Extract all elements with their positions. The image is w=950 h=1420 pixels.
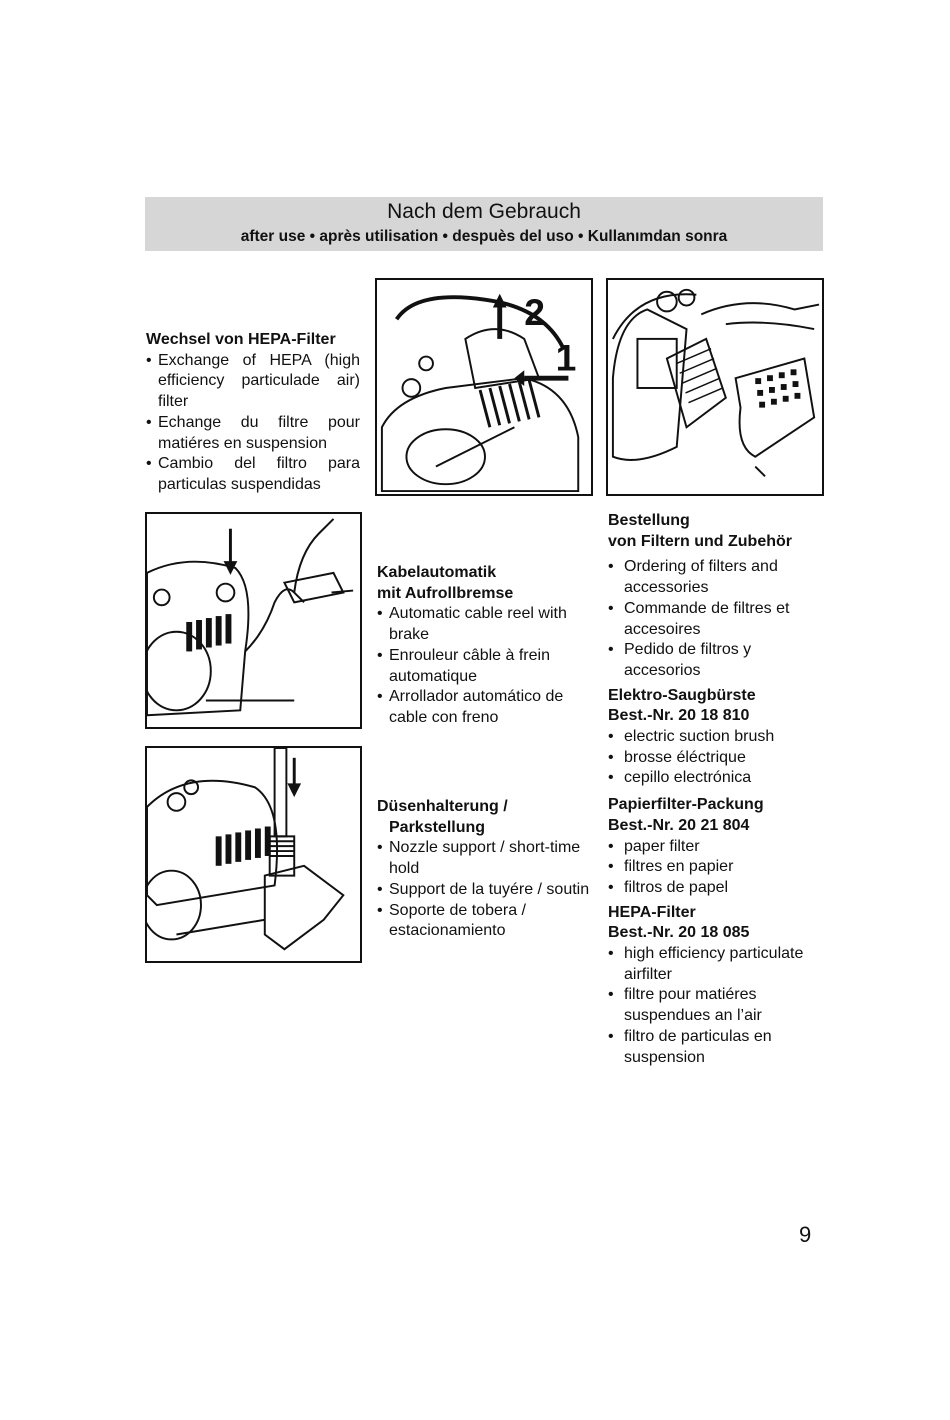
hepa-filter-list (608, 944, 824, 1068)
cable-section (377, 563, 591, 729)
hepa-change-section (146, 330, 360, 496)
list-item: • paper filter (608, 837, 824, 858)
list-item: • electric suction brush (608, 727, 824, 748)
brush-heading-line1: Elektro-Saugbürste (608, 686, 756, 704)
brush-heading-line2: Best.-Nr. 20 18 810 (608, 707, 750, 725)
step-2-label: 2 (524, 291, 545, 334)
list-item: • filtres en papier (608, 857, 824, 878)
order-list (608, 557, 824, 681)
vacuum-filter-illustration (377, 280, 591, 494)
list-item: • brosse éléctrique (608, 748, 824, 769)
cable-heading-line2: mit Aufrollbremse (377, 584, 514, 602)
list-item: • Arrollador automático de cable con freno (377, 687, 591, 728)
cable-heading-line1: Kabelautomatik (377, 564, 497, 581)
figure-hepa-removal (375, 278, 593, 496)
page-subtitle: after use • après utilisation • despuès del uso • Kullanımdan sonra (240, 228, 728, 245)
cable-list (377, 604, 591, 728)
nozzle-section (377, 797, 591, 942)
hepa-change-heading: Wechsel von HEPA-Filter (146, 331, 336, 348)
nozzle-heading-line2: Parkstellung (389, 818, 486, 836)
list-item: • Exchange of HEPA (high efficiency particulade air) filter (146, 351, 360, 413)
paper-heading-line1: Papierfilter-Packung (608, 796, 764, 814)
page-number: 9 (799, 1222, 812, 1247)
order-section (608, 511, 824, 1068)
list-item: • Enrouleur câble à frein automatique (377, 646, 591, 687)
order-heading-line2: von Filtern und Zubehör (608, 532, 792, 550)
vacuum-cable-illustration (147, 514, 360, 727)
list-item: • Automatic cable reel with brake (377, 604, 591, 645)
list-item: • Cambio del filtro para particulas suspendidas (146, 454, 360, 495)
vacuum-cover-illustration (608, 280, 822, 494)
hepa-change-list (146, 351, 360, 496)
vacuum-nozzle-illustration (147, 748, 360, 961)
hepa-filter-heading-line2: Best.-Nr. 20 18 085 (608, 924, 750, 942)
list-item: • Pedido de filtros y accesorios (608, 640, 824, 681)
list-item: • Support de la tuyére / soutin (377, 880, 591, 901)
paper-list (608, 837, 824, 899)
order-heading-line1: Bestellung (608, 512, 690, 529)
list-item: • cepillo electrónica (608, 768, 824, 789)
list-item: • Commande de filtres et accesoires (608, 599, 824, 640)
hepa-filter-heading-line1: HEPA-Filter (608, 903, 696, 921)
figure-nozzle-parking (145, 746, 362, 963)
list-item: • high efficiency particulate airfilter (608, 944, 824, 985)
list-item: • Echange du filtre pour matiéres en suspension (146, 413, 360, 454)
figure-cable-reel (145, 512, 362, 729)
header-bar (145, 197, 823, 251)
figure-hepa-cover (606, 278, 824, 496)
list-item: • Nozzle support / short-time hold (377, 838, 591, 879)
list-item: • Ordering of filters and accessories (608, 557, 824, 598)
paper-heading-line2: Best.-Nr. 20 21 804 (608, 816, 750, 834)
list-item: • Soporte de tobera / estacionamiento (377, 901, 591, 942)
brush-list (608, 727, 824, 789)
step-1-label: 1 (555, 336, 577, 379)
list-item: • filtros de papel (608, 878, 824, 899)
list-item: • filtre pour matiéres suspendues an l’air (608, 985, 824, 1026)
page-title: Nach dem Gebrauch (387, 200, 581, 223)
nozzle-list (377, 838, 591, 942)
list-item: • filtro de particulas en suspension (608, 1027, 824, 1068)
nozzle-heading-line1: Düsenhalterung / (377, 798, 508, 815)
